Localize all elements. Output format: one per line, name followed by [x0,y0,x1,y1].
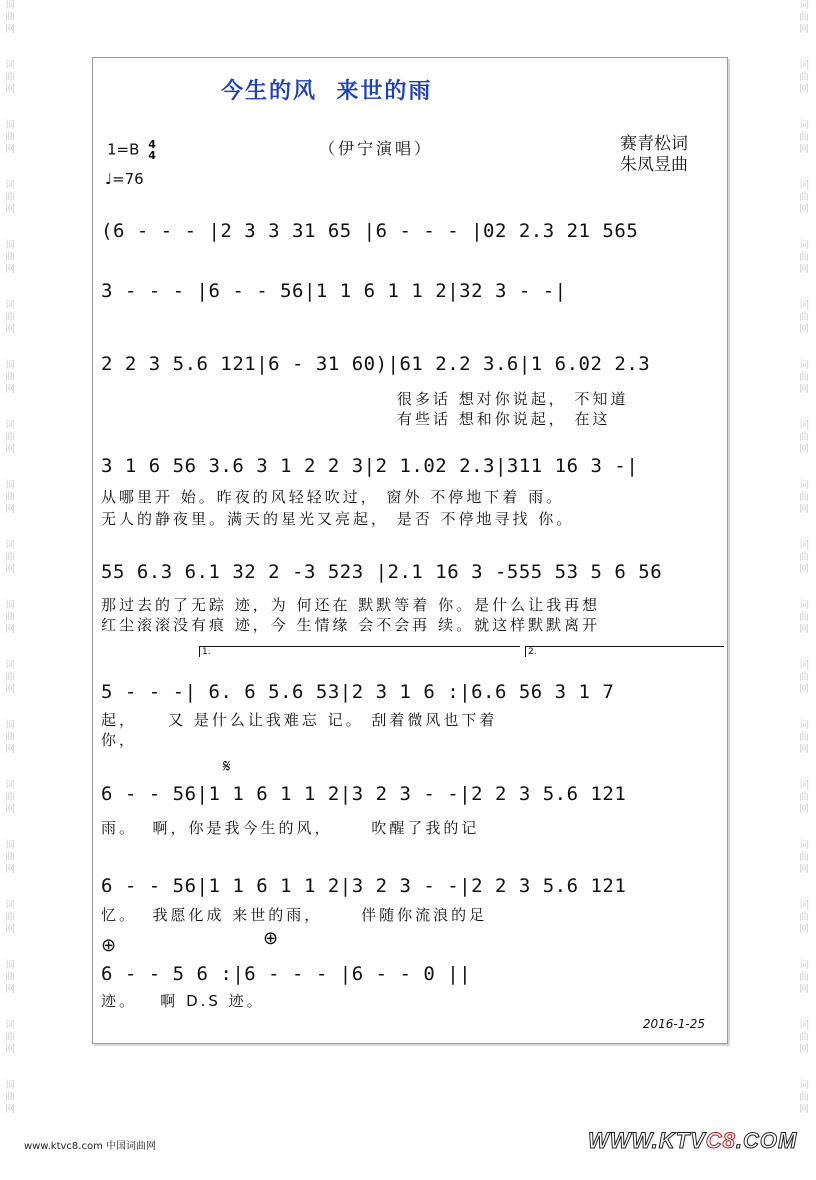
watermark-glyph: 词 [799,1080,809,1091]
date-stamp: 2016-1-25 [642,1017,705,1031]
volta-first-ending: 1. [199,646,520,657]
watermark-glyph: 曲 [799,972,809,983]
lyricist-credit: 赛青松词 [620,134,688,154]
coda-sign-left: ⊕ [101,935,117,956]
watermark-glyph: 词 [799,420,809,431]
notation-row-5: 55 6.3 6.1 32 2 -3 523 |2.1 16 3 -555 53 5 6 56 [101,561,663,583]
watermark-glyph: 词 [5,840,15,851]
watermark-glyph: 网 [799,24,809,35]
watermark-glyph: 词 [5,900,15,911]
footer-logo-part-a: WWW.KTV [588,1128,706,1153]
watermark-glyph: 网 [5,144,15,155]
watermark-glyph: 网 [5,504,15,515]
author-credits [620,134,688,176]
watermark-glyph: 词 [5,0,15,11]
watermark-glyph: 网 [5,924,15,935]
watermark-glyph: 曲 [799,1092,809,1103]
lyric-row-4-verse-2: 无人的静夜里。满天的星光又亮起， 是否 不停地寻找 你。 [101,510,575,528]
watermark-glyph: 词 [5,720,15,731]
watermark-glyph: 词 [799,900,809,911]
watermark-glyph: 曲 [5,192,15,203]
watermark-glyph: 网 [799,984,809,995]
notation-row-4: 3 1 6 56 3.6 3 1 2 2 3|2 1.02 2.3|311 16 3 -| [101,455,639,477]
watermark-glyph: 词 [799,960,809,971]
watermark-glyph: 词 [799,120,809,131]
watermark-glyph: 曲 [799,852,809,863]
watermark-glyph: 网 [799,1044,809,1055]
watermark-glyph: 曲 [5,972,15,983]
watermark-glyph: 词 [799,60,809,71]
lyric-row-8-verse-1: 忆。 我愿化成 来世的雨， 伴随你流浪的足 [101,906,488,924]
watermark-glyph: 网 [799,204,809,215]
notation-row-7: 6 - - 56|1 1 6 1 1 2|3 2 3 - -|2 2 3 5.6 121 [101,783,627,805]
notation-row-2: 3 - - - |6 - - 56|1 1 6 1 1 2|32 3 - -| [101,280,567,302]
watermark-glyph: 词 [799,480,809,491]
watermark-glyph: 网 [5,984,15,995]
watermark-glyph: 词 [5,960,15,971]
watermark-glyph: 网 [799,564,809,575]
watermark-glyph: 网 [5,324,15,335]
watermark-glyph: 网 [799,744,809,755]
time-signature-bottom: 4 [148,149,156,162]
watermark-glyph: 词 [5,1080,15,1091]
watermark-glyph: 曲 [5,492,15,503]
watermark-glyph: 曲 [799,552,809,563]
notation-row-9: 6 - - 5 6 :|6 - - - |6 - - 0 || [101,963,472,985]
lyric-row-6-verse-1: 起， 又 是什么让我难忘 记。 刮着微风也下着 [101,711,498,729]
watermark-glyph: 网 [5,384,15,395]
watermark-glyph: 词 [799,720,809,731]
watermark-glyph: 词 [5,540,15,551]
notation-row-1: (6 - - - |2 3 3 31 65 |6 - - - |02 2.3 21 565 [101,220,639,242]
watermark-glyph: 词 [799,840,809,851]
footer-logo [588,1128,797,1154]
footer-site-text: www.ktvc8.com 中国词曲网 [24,1141,157,1152]
watermark-glyph: 曲 [799,492,809,503]
watermark-glyph: 曲 [799,732,809,743]
watermark-glyph: 词 [799,540,809,551]
watermark-glyph: 曲 [5,792,15,803]
watermark-glyph: 曲 [5,132,15,143]
watermark-glyph: 网 [799,504,809,515]
watermark-glyph: 词 [5,180,15,191]
watermark-glyph: 网 [5,684,15,695]
notation-row-3: 2 2 3 5.6 121|6 - 31 60)|61 2.2 3.6|1 6.02 2.3 [101,353,651,375]
watermark-glyph: 词 [799,600,809,611]
watermark-glyph: 词 [799,0,809,11]
watermark-glyph: 曲 [5,672,15,683]
notation-row-6: 5 - - -| 6. 6 5.6 53|2 3 1 6 :|6.6 56 3 1 7 [101,681,615,703]
watermark-glyph: 曲 [5,12,15,23]
watermark-glyph: 网 [5,24,15,35]
watermark-glyph: 网 [5,84,15,95]
watermark-glyph: 词 [5,660,15,671]
watermark-glyph: 网 [799,924,809,935]
watermark-glyph: 曲 [5,432,15,443]
watermark-glyph: 词 [5,300,15,311]
watermark-glyph: 网 [5,804,15,815]
watermark-glyph: 网 [799,1104,809,1115]
time-signature [148,139,156,161]
watermark-glyph: 词 [799,1020,809,1031]
watermark-glyph: 词 [799,360,809,371]
watermark-glyph: 网 [799,864,809,875]
watermark-glyph: 曲 [5,852,15,863]
watermark-glyph: 曲 [799,792,809,803]
lyric-row-4-verse-1: 从哪里开 始。昨夜的风轻轻吹过， 窗外 不停地下着 雨。 [101,488,565,506]
composer-credit: 朱凤昱曲 [620,155,688,175]
watermark-glyph: 词 [799,180,809,191]
watermark-glyph: 词 [5,600,15,611]
watermark-glyph: 网 [799,624,809,635]
watermark-glyph: 曲 [799,672,809,683]
watermark-glyph: 曲 [799,132,809,143]
watermark-glyph: 网 [799,684,809,695]
coda-sign-right: ⊕ [263,928,279,949]
watermark-glyph: 曲 [799,432,809,443]
footer-logo-part-b: C8 [705,1128,736,1153]
watermark-glyph: 网 [5,204,15,215]
watermark-glyph: 曲 [5,1032,15,1043]
watermark-glyph: 词 [5,1020,15,1031]
watermark-glyph: 曲 [5,552,15,563]
lyric-row-7-verse-1: 雨。 啊，你是我今生的风， 吹醒了我的记 [101,819,480,837]
lyric-row-5-verse-2: 红尘滚滚没有痕 迹，今 生情缘 会不会再 续。就这样默默离开 [101,616,601,634]
watermark-glyph: 词 [5,360,15,371]
watermark-glyph: 曲 [5,72,15,83]
watermark-glyph: 曲 [799,192,809,203]
watermark-glyph: 曲 [5,612,15,623]
song-title: 今生的风 来世的雨 [221,79,433,104]
watermark-glyph: 词 [5,240,15,251]
watermark-glyph: 曲 [799,252,809,263]
watermark-glyph: 词 [5,120,15,131]
watermark-glyph: 词 [5,420,15,431]
watermark-glyph: 词 [799,660,809,671]
time-signature-top: 4 [148,138,156,151]
lyric-row-3-verse-2: 有些话 想和你说起， 在这 [397,410,611,428]
key-signature [107,139,156,161]
lyric-row-6-verse-2: 你， [101,731,138,749]
score-sheet [92,57,728,1044]
watermark-glyph: 网 [799,384,809,395]
watermark-glyph: 词 [799,300,809,311]
side-watermark-right [796,0,812,1180]
watermark-glyph: 网 [799,84,809,95]
watermark-glyph: 网 [5,864,15,875]
lyric-row-5-verse-1: 那过去的了无踪 迹，为 何还在 默默等着 你。是什么让我再想 [101,596,601,614]
lyric-row-9-verse-1: 迹。 啊 D.S 迹。 [101,992,265,1010]
watermark-glyph: 网 [5,744,15,755]
watermark-glyph: 曲 [5,252,15,263]
watermark-glyph: 网 [5,1044,15,1055]
watermark-glyph: 曲 [799,372,809,383]
watermark-glyph: 曲 [799,612,809,623]
watermark-glyph: 网 [799,324,809,335]
watermark-glyph: 曲 [5,372,15,383]
singer-credit: （伊宁演唱） [319,139,434,158]
watermark-glyph: 网 [5,624,15,635]
watermark-glyph: 网 [799,264,809,275]
watermark-glyph: 网 [5,264,15,275]
watermark-glyph: 曲 [799,12,809,23]
watermark-glyph: 词 [5,60,15,71]
watermark-glyph: 网 [799,444,809,455]
segno-sign: 𝄋 [223,756,231,777]
footer-logo-part-c: .COM [735,1128,798,1153]
watermark-glyph: 词 [5,780,15,791]
watermark-glyph: 曲 [5,912,15,923]
side-watermark-left [2,0,18,1180]
watermark-glyph: 曲 [799,1032,809,1043]
watermark-glyph: 词 [5,480,15,491]
watermark-glyph: 曲 [799,912,809,923]
key-label: 1=B [107,140,140,159]
watermark-glyph: 曲 [799,312,809,323]
watermark-glyph: 网 [5,1104,15,1115]
notation-row-8: 6 - - 56|1 1 6 1 1 2|3 2 3 - -|2 2 3 5.6 121 [101,875,627,897]
watermark-glyph: 网 [5,564,15,575]
watermark-glyph: 词 [799,780,809,791]
watermark-glyph: 网 [799,144,809,155]
lyric-row-3-verse-1: 很多话 想对你说起， 不知道 [397,390,629,408]
watermark-glyph: 网 [799,804,809,815]
watermark-glyph: 曲 [799,72,809,83]
watermark-glyph: 曲 [5,312,15,323]
watermark-glyph: 曲 [5,732,15,743]
watermark-glyph: 网 [5,444,15,455]
volta-second-ending: 2. [525,646,724,657]
watermark-glyph: 曲 [5,1092,15,1103]
watermark-glyph: 词 [799,240,809,251]
tempo-marking: ♩=76 [105,170,144,188]
